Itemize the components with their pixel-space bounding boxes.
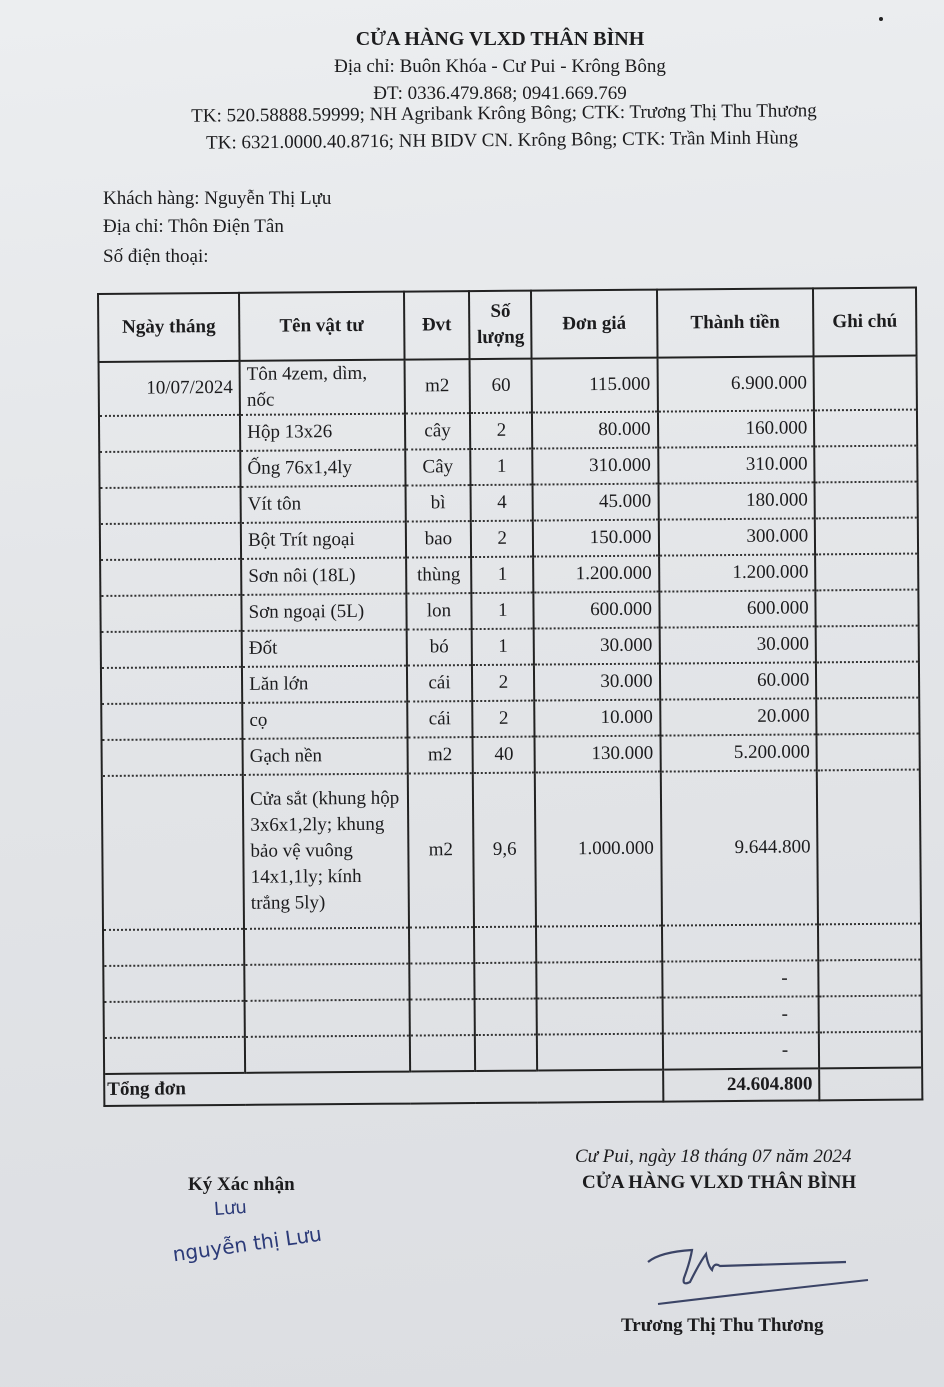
cell-unit-price: 600.000 [534,592,659,629]
cell-unit: bao [405,521,471,558]
cell-date [101,703,242,740]
cell-amount: 30.000 [659,626,816,663]
cell-item: Ống 76x1,4ly [240,450,405,487]
cell-unit: cái [407,701,473,738]
cell-unit [409,1035,475,1072]
header-unit: Đvt [404,291,470,360]
cell-amount: 600.000 [659,590,816,627]
cell-item: Đốt [242,630,407,667]
cell-unit: Cây [405,449,471,486]
cell-date [99,451,240,488]
cell-quantity: 1 [471,449,533,485]
cell-amount: 160.000 [657,410,814,447]
cell-quantity: 9,6 [473,773,536,927]
cell-amount [662,924,819,961]
cell-date [104,1037,245,1074]
cell-item [245,1036,410,1073]
cell-quantity [474,927,536,963]
cell-quantity: 2 [472,665,534,701]
cell-quantity: 2 [473,701,535,737]
cell-unit-price: 1.200.000 [533,556,658,593]
cell-amount: 60.000 [659,662,816,699]
cell-note [814,410,917,447]
customer-address: Địa chỉ: Thôn Điện Tân [103,216,284,237]
cell-note [816,626,919,663]
cell-item [244,928,409,965]
cell-quantity: 60 [470,359,532,413]
footer-store-name: CỬA HÀNG VLXD THÂN BÌNH [582,1172,857,1193]
header-date: Ngày tháng [98,293,240,362]
cell-unit-price [536,926,661,963]
cell-note [819,996,922,1033]
cell-amount: 1.200.000 [659,554,816,591]
cell-unit-price: 115.000 [532,358,658,413]
header-unit-price: Đơn giá [531,290,657,359]
cell-item: Tôn 4zem, dìm, nốc [240,360,405,415]
cell-amount: 300.000 [658,518,815,555]
cell-date [101,631,242,668]
cell-item: cọ [242,702,407,739]
cell-unit: cây [405,413,471,450]
cell-date [101,667,242,704]
cell-unit: lon [406,593,472,630]
header-amount: Thành tiền [657,288,814,357]
cell-unit-price: 310.000 [533,448,658,485]
cell-quantity: 2 [470,413,532,449]
cell-unit: bó [406,629,472,666]
customer-signature-full: nguyễn thị Lưu [171,1221,324,1267]
cell-unit: m2 [404,359,470,414]
total-row [104,1068,922,1106]
cell-note [815,482,918,519]
cell-item: Sơn ngoại (5L) [241,594,406,631]
store-signature-icon [640,1232,880,1312]
cell-date: 10/07/2024 [99,361,241,416]
cell-note [815,554,918,591]
cell-date [100,523,241,560]
store-phone: ĐT: 0336.479.868; 0941.669.769 [373,83,627,104]
cell-note [814,446,917,483]
cell-date [104,1001,245,1038]
total-note [819,1068,922,1101]
cell-note [816,662,919,699]
cell-amount: - [662,960,819,997]
cell-item [245,1000,410,1037]
cell-item: Hộp 13x26 [240,414,405,451]
customer-name: Khách hàng: Nguyễn Thị Lựu [103,188,332,209]
cell-date [100,559,241,596]
cell-date [102,739,243,776]
cell-item: Sơn nôi (18L) [241,558,406,595]
cell-unit-price [537,998,662,1035]
cell-note [819,1032,922,1069]
cell-date [100,487,241,524]
cell-item: Vít tôn [241,486,406,523]
cell-note [817,770,921,925]
header-item: Tên vật tư [239,292,404,361]
cell-item: Gạch nền [243,738,408,775]
cell-amount: 180.000 [658,482,815,519]
cell-quantity [475,1035,537,1071]
cell-amount: - [662,1032,819,1069]
signer-name: Trương Thị Thu Thương [621,1315,824,1336]
cell-unit-price: 10.000 [535,700,660,737]
cell-item [244,964,409,1001]
cell-date [103,965,244,1002]
cell-unit: thùng [406,557,472,594]
cell-note [815,518,918,555]
cell-unit-price: 80.000 [532,412,657,449]
cell-unit-price: 30.000 [534,664,659,701]
header-note: Ghi chú [813,288,916,357]
total-label: Tổng đơn [104,1070,663,1106]
cell-unit [409,963,475,1000]
cell-unit-price: 45.000 [533,484,658,521]
cell-unit: cái [406,665,472,702]
cell-item: Cửa sắt (khung hộp 3x6x1,2ly; khung bảo vệ vuông 14x1,1ly; kính trắng 5ly) [243,774,409,929]
cell-quantity: 1 [471,557,533,593]
store-name: CỬA HÀNG VLXD THÂN BÌNH [355,28,645,50]
cell-quantity: 40 [473,737,535,773]
cell-note [818,924,921,961]
cell-date [103,929,244,966]
cell-quantity: 4 [471,485,533,521]
cell-unit [409,999,475,1036]
cell-quantity: 2 [471,521,533,557]
cell-unit [409,927,475,964]
cell-note [814,356,917,411]
cell-item: Lăn lớn [242,666,407,703]
ink-dot [879,17,883,21]
cell-item: Bột Trít ngoại [241,522,406,559]
store-bank-1: TK: 520.58888.59999; NH Agribank Krông Bông; CTK: Trương Thị Thu Thương [191,100,817,127]
cell-unit: m2 [407,737,473,774]
cell-date [100,595,241,632]
cell-unit: m2 [407,773,474,928]
header-quantity: Số lượng [469,291,532,359]
cell-amount: 5.200.000 [660,734,817,771]
cell-unit-price: 1.000.000 [535,772,661,927]
cell-quantity: 1 [472,629,534,665]
cell-unit-price: 130.000 [535,736,660,773]
cell-unit-price: 30.000 [534,628,659,665]
place-date: Cư Pui, ngày 18 tháng 07 năm 2024 [575,1146,852,1167]
cell-quantity [475,999,537,1035]
cell-amount: 310.000 [658,446,815,483]
store-address: Địa chỉ: Buôn Khóa - Cư Pui - Krông Bông [334,56,666,77]
cell-note [817,734,920,771]
cell-quantity [475,963,537,999]
cell-amount: 20.000 [660,698,817,735]
cell-unit: bì [405,485,471,522]
cell-note [818,960,921,997]
customer-signature-short: Lưu [213,1196,248,1221]
cell-amount: 9.644.800 [660,770,818,925]
cell-date [99,415,240,452]
cell-note [816,698,919,735]
confirm-label: Ký Xác nhận [188,1174,295,1195]
cell-unit-price: 150.000 [533,520,658,557]
cell-quantity: 1 [472,593,534,629]
cell-amount: 6.900.000 [657,356,814,411]
cell-note [816,590,919,627]
customer-phone: Số điện thoại: [103,246,209,267]
cell-unit-price [537,1034,662,1071]
cell-date [102,775,244,930]
cell-unit-price [537,962,662,999]
store-bank-2: TK: 6321.0000.40.8716; NH BIDV CN. Krông Bông; CTK: Trần Minh Hùng [205,127,798,154]
table-header-row [98,288,917,362]
table-row [99,356,917,416]
table-row [102,770,921,930]
invoice-table [97,287,923,1107]
total-value: 24.604.800 [663,1068,820,1101]
cell-amount: - [662,996,819,1033]
